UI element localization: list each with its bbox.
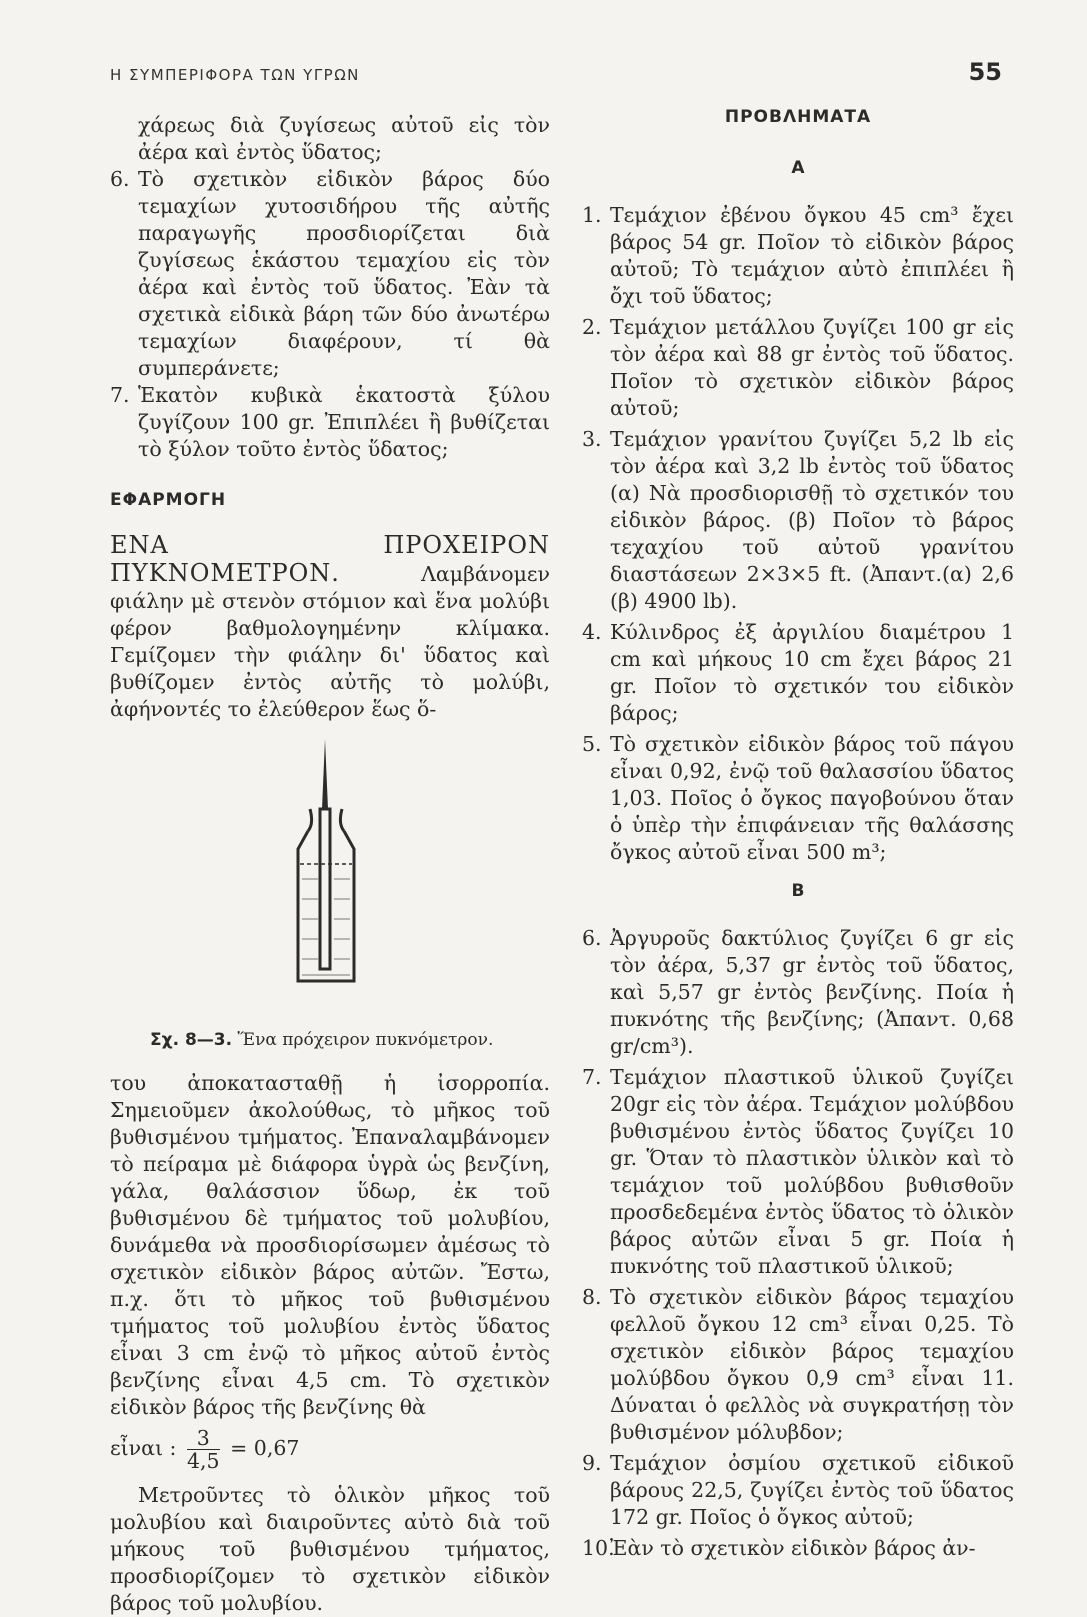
problem-number: 6. <box>582 926 602 950</box>
problem-9 <box>582 1450 1014 1531</box>
problem-number: 5. <box>582 732 602 756</box>
formula-prefix: εἶναι : <box>110 1436 177 1460</box>
problem-text: Ἐὰν τὸ σχετικὸν εἰδικὸν βάρος ἀν- <box>610 1536 976 1560</box>
problem-6 <box>582 925 1014 1060</box>
problem-number: 2. <box>582 315 602 339</box>
problem-text: Τεμάχιον πλαστικοῦ ὑλικοῦ ζυγίζει 20gr εἰς τὸν ἀέρα. Τεμάχιον μολύβδου βυθισμένου ἐντὸς ὕδατος ζυγίζει 10 gr. Ὅταν τὸ πλαστικὸν ὑλικὸν καὶ τὸ τεμάχιον τοῦ μολύβδου βυθισθοῦν προσδεδεμένα ἐντὸς ὕδατος τὸ ὁλικὸν βάρος αὐτῶν εἶναι 5 gr. Ποία ἡ πυκνότης τοῦ πλαστικοῦ ὑλικοῦ; <box>610 1065 1014 1278</box>
figure-caption <box>150 1027 550 1054</box>
problem-number: 3. <box>582 427 602 451</box>
problem-number: 7. <box>582 1065 602 1089</box>
problem-text: Τεμάχιον ὀσμίου σχετικοῦ εἰδικοῦ βάρους 22,5, ζυγίζει ἐντὸς τοῦ ὕδατος 172 gr. Ποῖος ὁ ὄγκος αὐτοῦ; <box>610 1451 1014 1529</box>
application-continuation: του ἀποκατασταθῇ ἡ ἰσορροπία. Σημειοῦμεν ἀκολούθως, τὸ μῆκος τοῦ βυθισμένου τμήματος. Ἐπαναλαμβάνομεν τὸ πείραμα μὲ διάφορα ὑγρὰ ὡς βενζίνη, γάλα, θαλάσσιον ὕδωρ, ἐκ τοῦ βυθισμένου δὲ τμήματος τοῦ μολυβίου, δυνάμεθα νὰ προσδιορίσωμεν ἀμέσως τὸ σχετικὸν εἰδικὸν βάρος αὐτῶν. Ἔστω, π.χ. ὅτι τὸ μῆκος τοῦ βυθισμένου τμήματος τοῦ μολυβίου ἐντὸς ὕδατος εἶναι 3 cm ἐνῷ τὸ μῆκος αὐτοῦ ἐντὸς βενζίνης εἶναι 4,5 cm. Τὸ σχετικὸν εἰδικὸν βάρος τῆς βενζίνης θὰ <box>110 1071 550 1419</box>
problem-3 <box>582 426 1014 615</box>
section-b-heading: Β <box>791 881 805 901</box>
fraction-denominator: 4,5 <box>186 1449 220 1473</box>
right-column <box>582 104 1014 1566</box>
left-column <box>110 112 550 1617</box>
problem-text: Ἀργυροῦς δακτύλιος ζυγίζει 6 gr εἰς τὸν ἀέρα, 5,37 gr ἐντὸς τοῦ ὕδατος, καὶ 5,57 gr ἐντὸς βενζίνης. Ποία ἡ πυκνότης τῆς βενζίνης; (Ἀπαντ. 0,68 gr/cm³). <box>610 926 1014 1058</box>
figure-label: Σχ. 8—3. <box>150 1030 233 1050</box>
formula <box>110 1427 550 1472</box>
application-text: Λαμβάνομεν φιάλην μὲ στενὸν στόμιον καὶ ἕνα μολύβι φέρον βαθμολογημένην κλίμακα. Γεμίζομεν τὴν φιάλην δι' ὕδατος καὶ βυθίζομεν ἐντὸς αὐτῆς τὸ μολύβι, ἀφήνοντές το ἐλεύθερον ἕως ὅ- <box>110 562 550 721</box>
bottle-neck-left <box>308 809 312 831</box>
fraction <box>187 1427 220 1472</box>
section-a-heading: Α <box>791 158 805 178</box>
running-head: Η ΣΥΜΠΕΡΙΦΟΡΑ ΤΩΝ ΥΓΡΩΝ <box>110 66 360 84</box>
problem-text: Τεμάχιον μετάλλου ζυγίζει 100 gr εἰς τὸν ἀέρα καὶ 88 gr ἐντὸς τοῦ ὕδατος. Ποῖον τὸ σχετικὸν εἰδικὸν βάρος αὐτοῦ; <box>610 315 1014 420</box>
question-text: Ἑκατὸν κυβικὰ ἑκατοστὰ ξύλου ζυγίζουν 100 gr. Ἐπιπλέει ἢ βυθίζεται τὸ ξύλον τοῦτο ἐντὸς ὕδατος; <box>138 383 550 461</box>
problem-text: Τεμάχιον ἐβένου ὄγκου 45 cm³ ἔχει βάρος 54 gr. Ποῖον τὸ εἰδικὸν βάρος αὐτοῦ; Τὸ τεμάχιον αὐτὸ ἐπιπλέει ἢ ὄχι τοῦ ὕδατος; <box>610 203 1014 308</box>
graduated-pencil <box>320 809 330 969</box>
question-number: 7. <box>110 383 130 407</box>
problem-8 <box>582 1284 1014 1446</box>
problem-1 <box>582 202 1014 310</box>
problem-number: 4. <box>582 620 602 644</box>
problem-5 <box>582 731 1014 866</box>
fraction-numerator: 3 <box>196 1426 210 1450</box>
problem-2 <box>582 314 1014 422</box>
question-7 <box>110 382 550 463</box>
problem-text: Τεμάχιον γρανίτου ζυγίζει 5,2 lb εἰς τὸν ἀέρα καὶ 3,2 lb ἐντὸς τοῦ ὕδατος (α) Νὰ προσδιορισθῇ τὸ σχετικόν του εἰδικὸν βάρος. (β) Ποῖον τὸ βάρος τεχαχίου τοῦ αὐτοῦ γρανίτου διαστάσεων 2×3×5 ft. (Ἀπαντ.(α) 2,6 (β) 4900 lb). <box>610 427 1014 613</box>
problem-text: Τὸ σχετικὸν εἰδικὸν βάρος τοῦ πάγου εἶναι 0,92, ἐνῷ τοῦ θαλασσίου ὕδατος 1,03. Ποῖος ὁ ὄγκος παγοβούνου ὅταν ὁ ὑπὲρ τὴν ἐπιφάνειαν τῆς θαλάσσης ὄγκος αὐτοῦ εἶναι 500 m³; <box>610 732 1014 864</box>
page-number: 55 <box>968 58 1002 86</box>
problem-number: 10. <box>582 1536 615 1560</box>
problem-10 <box>582 1535 1014 1562</box>
pencil-tip <box>322 739 328 809</box>
figure-caption-text: Ἕνα πρόχειρον πυκνόμετρον. <box>237 1030 494 1050</box>
question-5-continuation: χάρεως διὰ ζυγίσεως αὐτοῦ εἰς τὸν ἀέρα καὶ ἐντὸς ὕδατος; <box>138 113 550 164</box>
question-6 <box>110 166 550 382</box>
question-text: Τὸ σχετικὸν εἰδικὸν βάρος δύο τεμαχίων χυτοσιδήρου τῆς αὐτῆς παραγωγῆς προσδιορίζεται διὰ ζυγίσεως ἑκάστου τεμαχίου εἰς τὸν ἀέρα καὶ ἐντὸς τοῦ ὕδατος. Ἐὰν τὰ σχετικὰ εἰδικὰ βάρη τῶν δύο ἀνωτέρω τεμαχίων διαφέρουν, τί θὰ συμπεράνετε; <box>138 167 550 380</box>
problem-7 <box>582 1064 1014 1280</box>
application-paragraph <box>110 532 550 723</box>
problem-number: 9. <box>582 1451 602 1475</box>
application-lead: ΕΝΑ ΠΡΟΧΕΙΡΟΝ ΠΥΚΝΟΜΕΤΡΟΝ. <box>110 531 550 587</box>
question-number: 6. <box>110 167 130 191</box>
pycnometer-illustration <box>290 739 380 989</box>
problem-number: 1. <box>582 203 602 227</box>
problem-number: 8. <box>582 1285 602 1309</box>
problems-title: ΠΡΟΒΛΗΜΑΤΑ <box>724 107 872 127</box>
application-heading: ΕΦΑΡΜΟΓΗ <box>110 490 227 510</box>
problem-text: Τὸ σχετικὸν εἰδικὸν βάρος τεμαχίου φελλοῦ ὄγκου 12 cm³ εἶναι 0,25. Τὸ σχετικὸν εἰδικὸν βάρος τεμαχίου μολύβδου ὄγκου 0,9 cm³ εἶναι 11. Δύναται ὁ φελλὸς νὰ συγκρατήσῃ τὸν βυθισμένον μόλυβδον; <box>610 1285 1014 1444</box>
problem-text: Κύλινδρος ἐξ ἀργιλίου διαμέτρου 1 cm καὶ μήκους 10 cm ἔχει βάρος 21 gr. Ποῖον τὸ σχετικόν του εἰδικὸν βάρος; <box>610 620 1014 725</box>
formula-result: = 0,67 <box>230 1436 300 1460</box>
problem-4 <box>582 619 1014 727</box>
closing-paragraph: Μετροῦντες τὸ ὁλικὸν μῆκος τοῦ μολυβίου καὶ διαιροῦντες αὐτὸ διὰ τοῦ μήκους τοῦ βυθισμένου τμήματος, προσδιορίζομεν τὸ σχετικὸν εἰδικὸν βάρος τοῦ μολυβίου. <box>110 1483 550 1615</box>
figure-8-3 <box>110 723 550 1023</box>
bottle-neck-right <box>340 809 344 831</box>
